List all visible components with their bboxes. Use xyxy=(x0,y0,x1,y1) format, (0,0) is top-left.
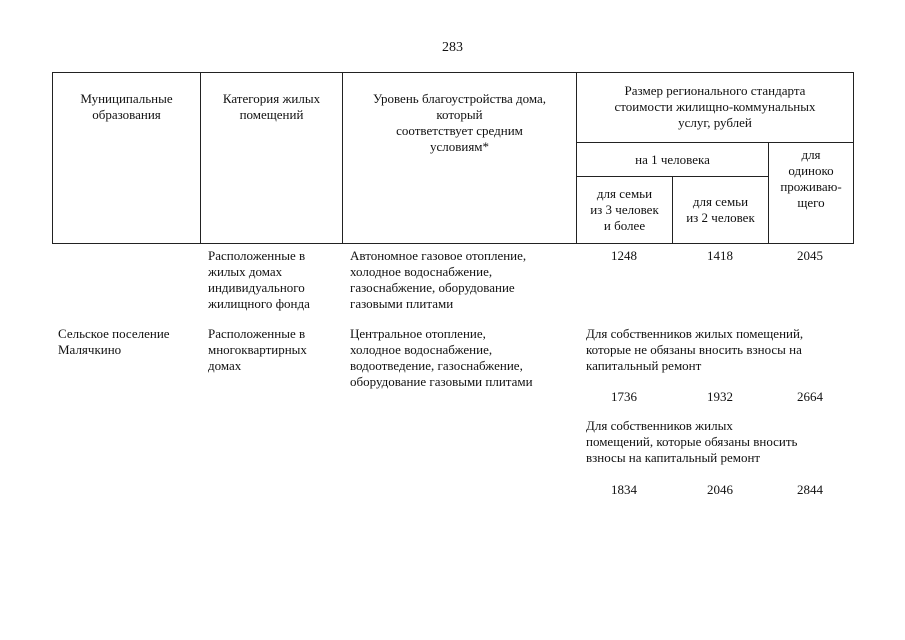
row2b-value-family2: 2046 xyxy=(707,482,733,497)
row2a-value-single: 2664 xyxy=(797,389,823,404)
row2-note-no-capital-repair: Для собственников жилых помещений, которые не обязаны вносить взносы на капитальный ремонт xyxy=(586,326,804,373)
header-category: Категория жилых помещений xyxy=(201,73,343,244)
header-standard-size: Размер регионального стандарта стоимости жилищно-коммунальных услуг, рублей xyxy=(577,73,854,143)
header-family-2: для семьи из 2 человек xyxy=(673,177,769,244)
header-family-3: для семьи из 3 человек и более xyxy=(577,177,673,244)
header-municipality: Муниципальные образования xyxy=(53,73,201,244)
header-table xyxy=(52,72,854,244)
header-level: Уровень благоустройства дома, который соответствует средним условиям* xyxy=(343,73,577,244)
row2b-value-single: 2844 xyxy=(797,482,823,497)
row1-value-family2: 1418 xyxy=(707,248,733,263)
row2a-value-family2: 1932 xyxy=(707,389,733,404)
row2-category: Расположенные в многоквартирных домах xyxy=(208,326,307,373)
header-per-person: на 1 человека xyxy=(577,143,769,177)
row1-category: Расположенные в жилых домах индивидуального жилищного фонда xyxy=(208,248,310,311)
row2-note-capital-repair: Для собственников жилых помещений, которые обязаны вносить взносы на капитальный ремонт xyxy=(586,418,798,465)
page-number: 283 xyxy=(442,40,463,55)
row1-value-single: 2045 xyxy=(797,248,823,263)
row2-level: Центральное отопление, холодное водоснабжение, водоотведение, газоснабжение, оборудование газовыми плитами xyxy=(350,326,533,389)
row2-municipality: Сельское поселение Малячкино xyxy=(58,326,170,357)
header-single-resident: для одиноко проживаю- щего xyxy=(769,143,854,244)
row2a-value-family3: 1736 xyxy=(611,389,637,404)
row1-level: Автономное газовое отопление, холодное водоснабжение, газоснабжение, оборудование газовыми плитами xyxy=(350,248,527,311)
row1-value-family3: 1248 xyxy=(611,248,637,263)
row2b-value-family3: 1834 xyxy=(611,482,637,497)
